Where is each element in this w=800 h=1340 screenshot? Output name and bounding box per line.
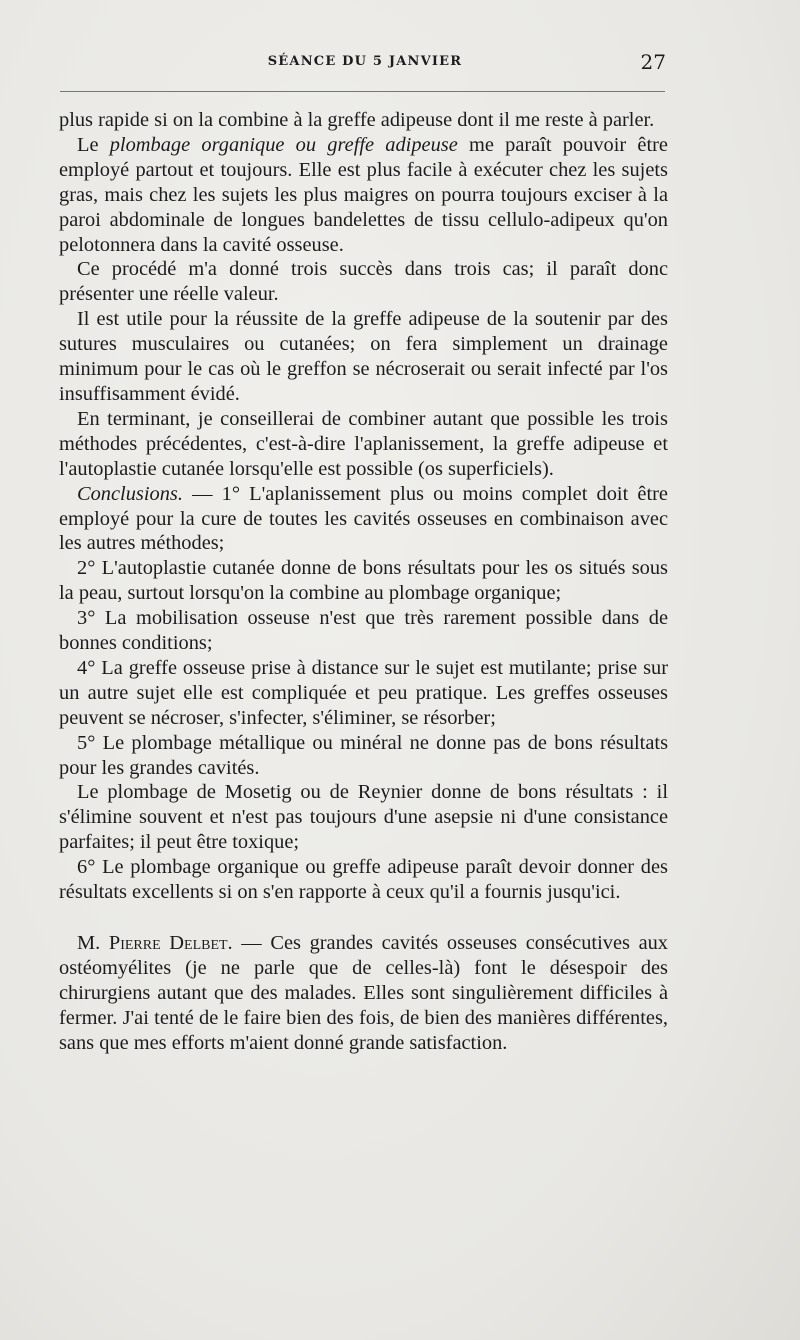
- delbet-remarks: [59, 931, 668, 1056]
- paragraph-procede: Ce procédé m'a donné trois succès dans trois cas; il paraît donc présenter une réelle valeur.: [59, 258, 668, 306]
- header-rule: [60, 91, 665, 92]
- conclusion-3: 3° La mobilisation osseuse n'est que très rarement possible dans de bonnes conditions;: [59, 607, 668, 655]
- italic-term: plombage organique ou greffe adipeuse: [109, 133, 458, 156]
- paragraph-rest: me paraît pouvoir être employé partout et toujours. Elle est plus facile à exécuter chez les sujets gras, mais chez les sujets les plus maigres on pourra toujours exciser à la paroi abdominale de longues bandelettes de tissu cellulo-adipeux qu'on pelotonnera dans la cavité osseuse.: [59, 133, 668, 256]
- conclusion-1-text: — 1° L'aplanissement plus ou moins complet doit être employé pour la cure de toutes les cavités osseuses en combinaison avec les autres méthodes;: [59, 482, 668, 555]
- speaker-name: M. Pierre Delbet.: [77, 932, 233, 954]
- paragraph-lead: Le: [77, 133, 110, 156]
- paragraph-sutures: Il est utile pour la réussite de la greffe adipeuse de la soutenir par des sutures musculaires ou cutanées; on fera simplement un drainage minimum pour le cas où le greffon se nécroserait ou serait infecté par l'os insuffisamment évidé.: [59, 308, 668, 405]
- paragraph-terminant: En terminant, je conseillerai de combiner autant que possible les trois méthodes précédentes, c'est-à-dire l'aplanissement, la greffe adipeuse et l'autoplastie cutanée lorsqu'elle est possible (os superficiels).: [59, 407, 668, 480]
- conclusion-5-mosetig: Le plombage de Mosetig ou de Reynier donne de bons résultats : il s'élimine souvent et n'est pas toujours d'une asepsie ni d'une consistance parfaites; il peut être toxique;: [59, 781, 668, 854]
- conclusion-6: 6° Le plombage organique ou greffe adipeuse paraît devoir donner des résultats excellents si on s'en rapporte à ceux qu'il a fournis jusqu'ici.: [59, 856, 668, 904]
- conclusion-5: 5° Le plombage métallique ou minéral ne donne pas de bons résultats pour les grandes cavités.: [59, 731, 668, 779]
- running-title: SÉANCE DU 5 JANVIER: [267, 54, 463, 69]
- page-header: [60, 46, 670, 80]
- conclusion-1: [59, 482, 668, 557]
- conclusion-2: 2° L'autoplastie cutanée donne de bons résultats pour les os situés sous la peau, surtout lorsqu'on la combine au plombage organique;: [59, 557, 668, 605]
- paragraph-continuation: plus rapide si on la combine à la greffe adipeuse dont il me reste à parler.: [59, 109, 655, 131]
- speaker-text: — Ces grandes cavités osseuses consécutives aux ostéomyélites (je ne parle que de celles-là) font le désespoir des chirurgiens autant que des malades. Elles sont singulièrement difficiles à fermer. J'ai tenté de le faire bien des fois, de bien des manières différentes, sans que mes efforts m'aient donné grande satisfaction.: [59, 932, 669, 1054]
- paragraph-greffe-adipeuse: [59, 133, 668, 258]
- conclusions-label: Conclusions.: [77, 482, 183, 505]
- body-text: [59, 108, 668, 1056]
- conclusion-4: 4° La greffe osseuse prise à distance sur le sujet est mutilante; prise sur un autre sujet elle est compliquée et peu pratique. Les greffes osseuses peuvent se nécroser, s'infecter, s'éliminer, se résorber;: [59, 656, 668, 729]
- page-number: 27: [640, 50, 666, 74]
